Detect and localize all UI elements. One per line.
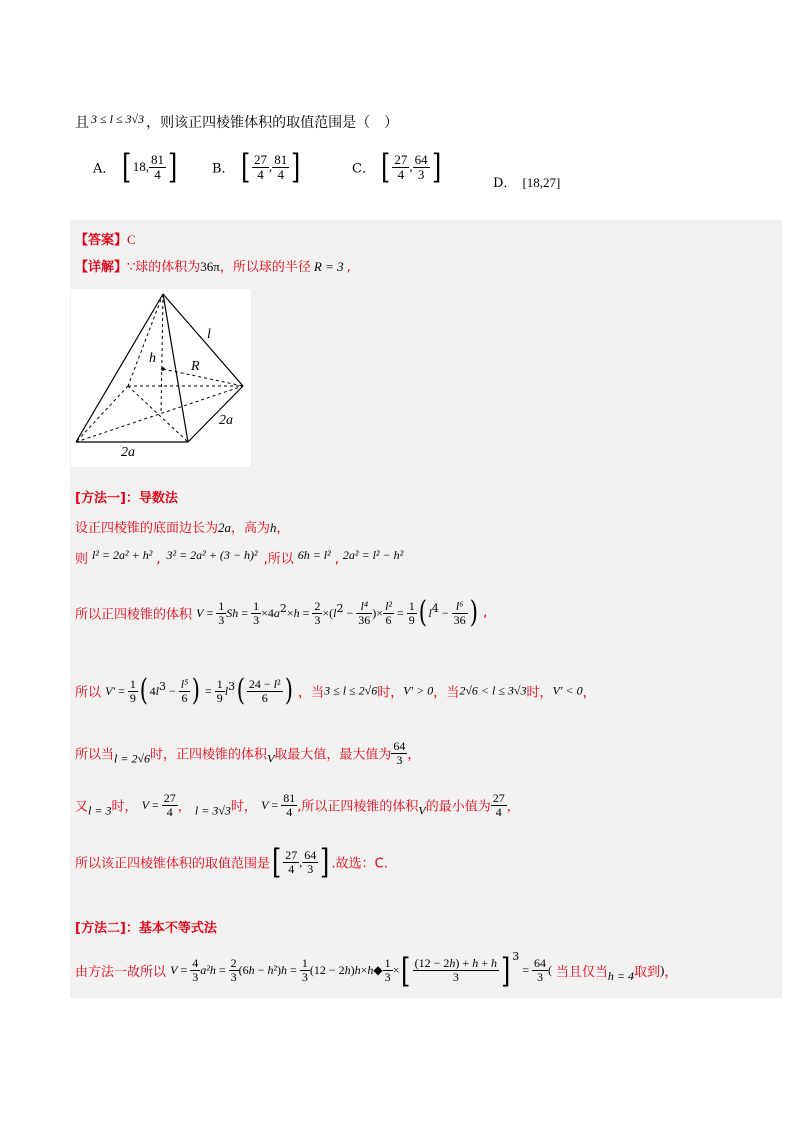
detail-line: 【详解】∵球的体积为36π，所以球的半径 R = 3 , xyxy=(75,259,351,275)
method1-line2: 则 l² = 2a² + h² , 3² = 2a² + (3 − h)² ,所以 6h = l² , 2a² = l² − h² xyxy=(75,548,404,567)
method1-title: [方法一]：导数法 xyxy=(75,491,178,506)
pyramid-figure xyxy=(71,289,251,467)
label-h: h xyxy=(149,351,156,366)
method1-line1: 设正四棱锥的底面边长为2a，高为h， xyxy=(75,520,290,536)
option-b[interactable]: B． [ $\frac{27}{4}$ , $\frac{81}{4}$ ] xyxy=(212,147,301,187)
label-R: R xyxy=(191,359,200,374)
method1-min-line: 又l = 3时， V = $\frac{27}{4}$ ， l = 3√3时， V = $\frac{81}{4}$ ,所以正四棱锥的体积V的最小值为 $\frac{27}{4}$ ， xyxy=(75,791,520,819)
method1-volume-line: 所以正四棱锥的体积 V = $\frac{1}{3}$ Sh = $\frac{1}{3}$ $\times 4a^2\times h$ = $\frac{2}{3}$ $\times(l^2$ − $\frac{\text{l⁴}}{36}$ )× $\frac{\text{l²}}{6}$ = $\frac{1}{9}$ ( $l^4$ − $\frac{\text{l⁶}}{36}$ ) , xyxy=(75,595,488,630)
question-condition: 且 3 ≤ l ≤ 3√3 ，则该正四棱锥体积的取值范围是（ ） xyxy=(75,112,399,131)
label-l: l xyxy=(207,327,211,342)
pyramid-diagram xyxy=(71,289,251,467)
answer-line: 【答案】C xyxy=(75,232,136,248)
option-d[interactable]: D． [18,27] xyxy=(493,175,561,191)
inequality-formula: V = $\frac{4}{3}$ a²h = $\frac{2}{3}$ (6h − h²)h = $\frac{1}{3}$ (12 − 2h)h×h◆ $\frac{1}{3}$ ×[ $\frac{(12 - 2h) + h + h}{3}$ ] $^3$ = $\frac{64}{3}$ ( xyxy=(170,950,553,991)
label-2a-bottom: 2a xyxy=(121,445,135,460)
volume-formula: V = $\frac{1}{3}$ Sh = $\frac{1}{3}$ $\times 4a^2\times h$ = $\frac{2}{3}$ $\times(l^2$ − $\frac{\text{l⁴}}{36}$ )× $\frac{\text{l²}}{6}$ = $\frac{1}{9}$ ( $l^4$ − $\frac{\text{l⁶}}{36}$ ) xyxy=(196,595,478,630)
derivative-formula: V′ = $\frac{1}{9}$ ( $4l^3$ − $\frac{\text{l⁵}}{6}$ ) = $\frac{1}{9}$ $l^3$( $\frac{\text{24 − l²}}{6}$ ) xyxy=(105,673,293,708)
method2-line1: 由方法一故所以 V = $\frac{4}{3}$ a²h = $\frac{2}{3}$ (6h − h²)h = $\frac{1}{3}$ (12 − 2h)h×h◆ $\frac{1}{3}$ ×[ $\frac{(12 - 2h) + h + h}{3}$ ] $^3$ = $\frac{64}{3}$ ( 当且仅当h = 4取到)， xyxy=(75,950,678,991)
method1-range-line: 所以该正四棱锥体积的取值范围是[ $\frac{27}{4}$ , $\frac{64}{3}$ ] .故选：C. xyxy=(75,842,388,882)
method1-max-line: 所以当l = 2√6时，正四棱锥的体积V取最大值，最大值为 $\frac{64}{3}$ ， xyxy=(75,739,421,767)
method1-derivative-line: 所以 V′ = $\frac{1}{9}$ ( $4l^3$ − $\frac{\text{l⁵}}{6}$ ) = $\frac{1}{9}$ $l^3$( $\frac{\text{24 − l²}}{6}$ ) ，当3 ≤ l ≤ 2√6时，V′ > 0，当2√6 < l ≤ 3√3时，V′ < 0， xyxy=(75,673,596,708)
method2-title: [方法二]：基本不等式法 xyxy=(75,921,217,936)
condition-math: 3 ≤ l ≤ 3√3 xyxy=(91,112,145,126)
option-c[interactable]: C． [ $\frac{27}{4}$ , $\frac{64}{3}$ ] xyxy=(352,147,441,187)
option-a[interactable]: A． [ 18, $\frac{81}{4}$ ] xyxy=(93,147,178,187)
label-2a-side: 2a xyxy=(219,413,233,428)
